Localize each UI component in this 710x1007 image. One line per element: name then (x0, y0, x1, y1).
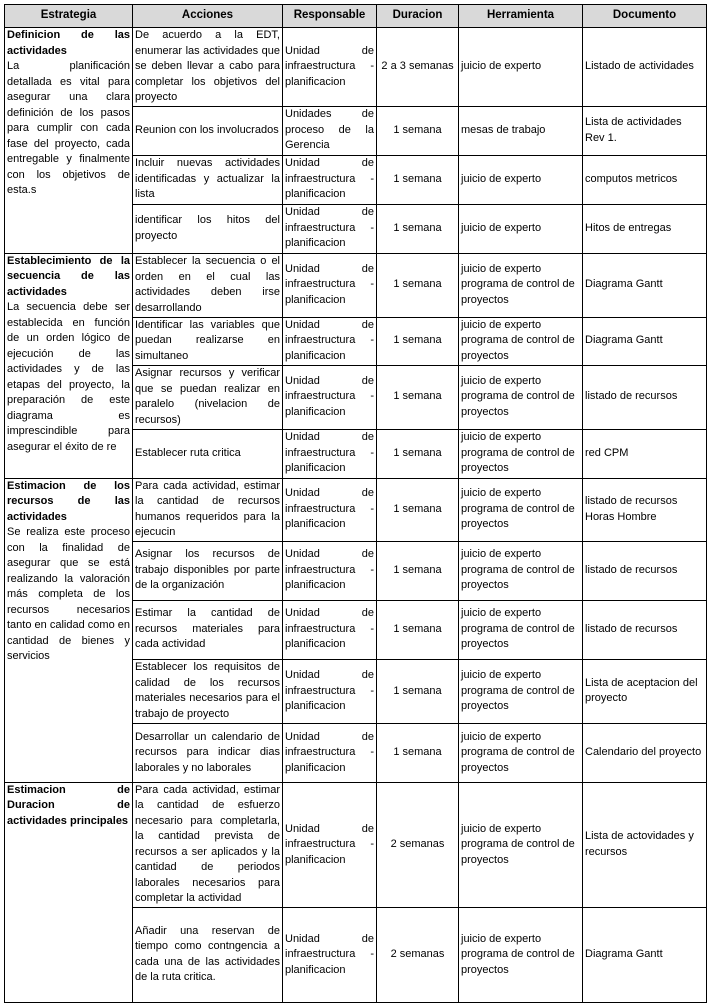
duration-cell: 1 semana (377, 600, 459, 659)
duration-cell: 1 semana (377, 429, 459, 478)
duration-cell: 1 semana (377, 253, 459, 317)
tool-cell (459, 365, 583, 429)
tool-line: juicio de experto (461, 607, 542, 620)
tool-cell (459, 782, 583, 907)
tool-line: programa de control de proyectos (461, 446, 575, 475)
document-cell (583, 28, 707, 107)
action-cell: Reunion con los involucrados (133, 106, 283, 155)
tool-line: juicio de experto (461, 60, 542, 73)
strategy-description: La planificación detallada es vital para asegurar una clara definición de los pasos para cumplir con cada fase del proyecto, cada entregable y finalmente con los objetivos de esta.s (7, 60, 130, 196)
responsible-cell: Unidad de infraestructura - planificacion (283, 659, 377, 723)
tool-line: juicio de experto (461, 487, 542, 500)
document-line: listado de recursos (585, 622, 678, 635)
document-line: Horas Hombre (585, 510, 657, 523)
duration-cell: 1 semana (377, 317, 459, 365)
document-cell (583, 429, 707, 478)
tool-line: juicio de experto (461, 318, 542, 331)
tool-cell (459, 106, 583, 155)
document-cell (583, 317, 707, 365)
tool-line: juicio de experto (461, 172, 542, 185)
document-cell (583, 106, 707, 155)
strategy-description: Se realiza este proceso con la finalidad de asegurar que se está realizando la valoración más completa de los recursos necesarios tanto en calidad como en cantidad de bienes y servicios (7, 526, 130, 663)
table-row (5, 782, 707, 907)
duration-cell: 2 semanas (377, 782, 459, 907)
document-line: computos metricos (585, 172, 678, 185)
action-cell: Identificar las variables que puedan realizarse en simultaneo (133, 317, 283, 365)
tool-line: programa de control de proyectos (461, 390, 575, 418)
tool-line: juicio de experto (461, 431, 542, 444)
document-line: listado de recursos (585, 563, 678, 576)
action-cell: Añadir una reservan de tiempo como contngencia a cada una de las actividades de la ruta critica. (133, 907, 283, 1002)
document-cell (583, 600, 707, 659)
responsible-cell: Unidad de infraestructura - planificacion (283, 782, 377, 907)
tool-line: juicio de experto (461, 669, 542, 681)
responsible-cell: Unidad de infraestructura - planificacion (283, 365, 377, 429)
action-cell: Establecer los requisitos de calidad de los recursos materiales necesarios para el trabajo de proyecto (133, 659, 283, 723)
document-line: listado de recursos (585, 495, 678, 508)
action-cell: identificar los hitos del proyecto (133, 204, 283, 253)
document-line: Lista de aceptacion del proyecto (585, 676, 698, 705)
tool-line: juicio de experto (461, 730, 542, 743)
responsible-cell: Unidad de infraestructura - planificacion (283, 600, 377, 659)
strategy-title: Definicion de las actividades (7, 29, 130, 57)
duration-cell: 2 semanas (377, 907, 459, 1002)
header-row (5, 5, 707, 28)
strategy-title: Estimacion de Duracion de actividades principales (7, 783, 130, 827)
table-body (5, 28, 707, 1003)
document-line: Hitos de entregas (585, 221, 672, 234)
duration-cell: 1 semana (377, 365, 459, 429)
tool-line: programa de control de proyectos (461, 838, 575, 866)
header-acciones: Acciones (133, 5, 283, 28)
document-line: listado de recursos (585, 390, 678, 403)
duration-cell: 1 semana (377, 155, 459, 204)
tool-cell (459, 155, 583, 204)
document-line: Listado de actividades (585, 60, 694, 73)
tool-cell (459, 659, 583, 723)
document-line: Diagrama Gantt (585, 334, 663, 347)
table-row (5, 478, 707, 541)
duration-cell: 1 semana (377, 106, 459, 155)
strategy-cell (5, 478, 133, 782)
tool-cell (459, 253, 583, 317)
activities-table (4, 4, 707, 1003)
header-responsable: Responsable (283, 5, 377, 28)
document-cell (583, 541, 707, 600)
duration-cell: 1 semana (377, 541, 459, 600)
document-cell (583, 723, 707, 782)
tool-cell (459, 429, 583, 478)
action-cell: Estimar la cantidad de recursos materiales para cada actividad (133, 600, 283, 659)
tool-line: juicio de experto (461, 932, 542, 945)
tool-line: programa de control de proyectos (461, 563, 575, 592)
tool-cell (459, 723, 583, 782)
document-cell (583, 907, 707, 1002)
document-cell (583, 659, 707, 723)
tool-cell (459, 907, 583, 1002)
tool-line: programa de control de proyectos (461, 502, 575, 531)
header-duracion: Duracion (377, 5, 459, 28)
duration-cell: 1 semana (377, 659, 459, 723)
header-estrategia: Estrategia (5, 5, 133, 28)
tool-cell (459, 541, 583, 600)
responsible-cell: Unidad de infraestructura - planificacion (283, 253, 377, 317)
tool-cell (459, 204, 583, 253)
responsible-cell: Unidad de infraestructura - planificacion (283, 541, 377, 600)
responsible-cell: Unidad de infraestructura - planificacion (283, 907, 377, 1002)
tool-line: programa de control de proyectos (461, 684, 575, 712)
responsible-cell: Unidad de infraestructura - planificacion (283, 478, 377, 541)
document-cell (583, 253, 707, 317)
strategy-description: La secuencia debe ser establecida en función de un orden lógico de ejecución de las actividades y de las etapas del proyecto, la preparación de este diagrama es imprescindible para asegurar el éxito de re (7, 301, 130, 453)
responsible-cell: Unidad de infraestructura - planificacion (283, 28, 377, 107)
tool-line: juicio de experto (461, 262, 542, 275)
action-cell: Desarrollar un calendario de recursos para indicar dias laborales y no laborales (133, 723, 283, 782)
action-cell: De acuerdo a la EDT, enumerar las actividades que se deben llevar a cabo para completar los objetivos del proyecto (133, 28, 283, 107)
header-documento: Documento (583, 5, 707, 28)
document-cell (583, 365, 707, 429)
tool-line: juicio de experto (461, 822, 542, 835)
header-herramienta: Herramienta (459, 5, 583, 28)
document-cell (583, 478, 707, 541)
strategy-title: Establecimiento de la secuencia de las actividades (7, 254, 130, 298)
action-cell: Para cada actividad, estimar la cantidad de esfuerzo necesario para completarla, la cantidad prevista de recursos a ser aplicados y la cantidad de periodos laborales necesarios para completar la actividad (133, 782, 283, 907)
strategy-title: Estimacion de los recursos de las actividades (7, 479, 130, 523)
document-line: Diagrama Gantt (585, 278, 663, 291)
document-line: Lista de actovidades y recursos (585, 830, 694, 858)
tool-line: juicio de experto (461, 374, 542, 387)
table-row (5, 28, 707, 107)
action-cell: Establecer la secuencia o el orden en el cual las actividades deben irse desarrollando (133, 253, 283, 317)
tool-line: programa de control de proyectos (461, 948, 575, 976)
action-cell: Para cada actividad, estimar la cantidad de recursos humanos requeridos para la ejecucin (133, 478, 283, 541)
action-cell: Asignar recursos y verificar que se puedan realizar en paralelo (nivelacion de recursos) (133, 365, 283, 429)
tool-cell (459, 478, 583, 541)
tool-line: programa de control de proyectos (461, 622, 575, 651)
tool-cell (459, 317, 583, 365)
document-line: Lista de actividades Rev 1. (585, 116, 682, 144)
document-line: Diagrama Gantt (585, 948, 663, 961)
responsible-cell: Unidad de infraestructura - planificacion (283, 155, 377, 204)
tool-line: programa de control de proyectos (461, 278, 575, 306)
tool-line: programa de control de proyectos (461, 334, 575, 362)
document-cell (583, 782, 707, 907)
document-line: red CPM (585, 446, 629, 459)
tool-line: juicio de experto (461, 221, 542, 234)
tool-line: juicio de experto (461, 548, 542, 561)
responsible-cell: Unidad de infraestructura - planificacion (283, 723, 377, 782)
tool-line: programa de control de proyectos (461, 746, 575, 774)
tool-line: mesas de trabajo (461, 123, 546, 136)
responsible-cell: Unidad de infraestructura - planificacion (283, 429, 377, 478)
duration-cell: 1 semana (377, 723, 459, 782)
table-row (5, 253, 707, 317)
tool-cell (459, 600, 583, 659)
responsible-cell: Unidad de infraestructura - planificacion (283, 317, 377, 365)
action-cell: Asignar los recursos de trabajo disponibles por parte de la organización (133, 541, 283, 600)
tool-cell (459, 28, 583, 107)
action-cell: Establecer ruta critica (133, 429, 283, 478)
strategy-cell (5, 253, 133, 478)
strategy-cell (5, 782, 133, 1002)
responsible-cell: Unidad de infraestructura - planificacion (283, 204, 377, 253)
duration-cell: 1 semana (377, 204, 459, 253)
document-cell (583, 155, 707, 204)
action-cell: Incluir nuevas actividades identificadas y actualizar la lista (133, 155, 283, 204)
responsible-cell: Unidades de proceso de la Gerencia (283, 106, 377, 155)
duration-cell: 1 semana (377, 478, 459, 541)
document-cell (583, 204, 707, 253)
strategy-cell (5, 28, 133, 254)
duration-cell: 2 a 3 semanas (377, 28, 459, 107)
document-line: Calendario del proyecto (585, 746, 702, 759)
